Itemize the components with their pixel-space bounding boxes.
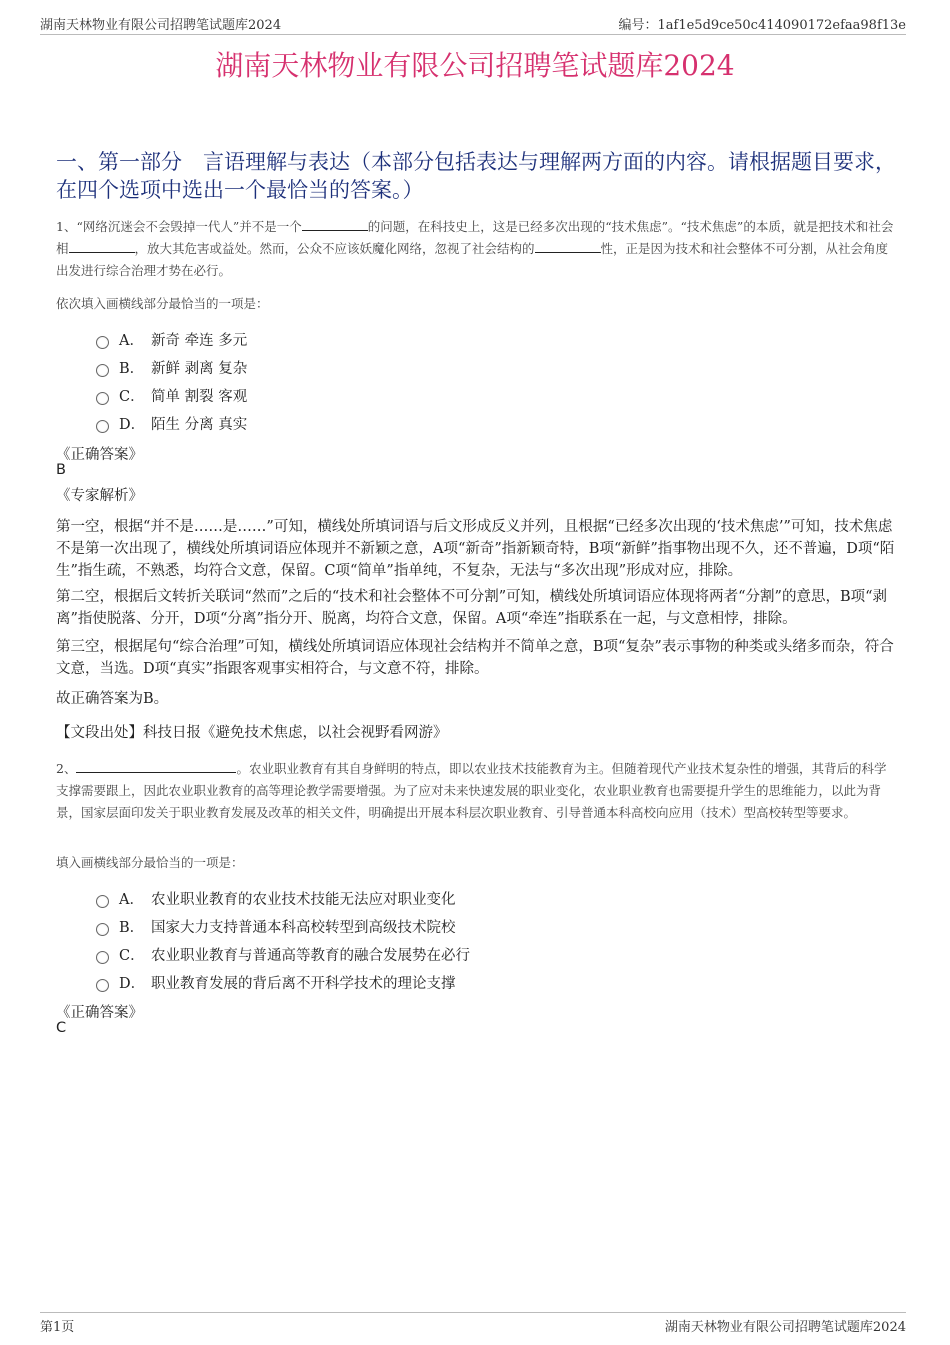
option-a[interactable]: A． 农业职业教育的农业技术技能无法应对职业变化 (96, 884, 696, 912)
document-title: 湖南天林物业有限公司招聘笔试题库2024 (215, 49, 735, 82)
footer-doc-name: 湖南天林物业有限公司招聘笔试题库2024 (664, 1320, 906, 1335)
question-2-stem: 2、 。农业职业教育有其自身鲜明的特点，即以农业技术技能教育为主。但随着现代产业技术复杂性的增强，其背后的科学支撑需要跟上，因此农业职业教育的高等理论教学需要增强。为了应对未来快速发展的职业变化，农业职业教育也需要提升学生的思维能力，以此为背景，国家层面印发关于职业教育发展及改革的相关文件，明确提出开展本科层次职业教育、引导普通本科高校向应用（技术）型高校转型等要求。 (56, 761, 887, 820)
answer-label: 《正确答案》 (56, 1005, 143, 1021)
radio-icon[interactable] (96, 392, 109, 405)
question-1-options (96, 325, 696, 437)
section-heading: 一、第一部分 言语理解与表达（本部分包括表达与理解两方面的内容。请根据题目要求，在四个选项中选出一个最恰当的答案。） (56, 150, 896, 202)
source-citation: 【文段出处】科技日报《避免技术焦虑，以社会视野看网游》 (56, 725, 448, 741)
option-c[interactable]: C． 简单 割裂 客观 (96, 381, 696, 409)
page-header (40, 14, 906, 35)
analysis-paragraph: 第二空，根据后文转折关联词“然而”之后的“技术和社会整体不可分割”可知，横线处所填词语应体现将两者“分割”的意思，B项“剥离”指使脱落、分开，D项“分离”指分开、脱离，均符合文意，保留。A项“牵连”指联系在一起，与文意相悖，排除。 (56, 589, 888, 627)
question-1-stem: 1、“网络沉迷会不会毁掉一代人”并不是一个 的问题，在科技史上，这是已经多次出现的“技术焦虑”。“技术焦虑”的本质，就是把技术和社会相 ，放大其危害或益处。然而，公众不应该妖魔化网络，忽视了社会结构的 性，正是因为技术和社会整体不可分割，从社会角度出发进行综合治理才势在必行。 (56, 219, 894, 278)
answer-value: C (56, 1020, 67, 1036)
option-c[interactable]: C． 农业职业教育与普通高等教育的融合发展势在必行 (96, 940, 696, 968)
option-a[interactable]: A． 新奇 牵连 多元 (96, 325, 696, 353)
radio-icon[interactable] (96, 364, 109, 377)
analysis-label: 《专家解析》 (56, 488, 143, 504)
answer-blank (76, 759, 236, 773)
header-doc-id: 编号：1af1e5d9ce50c414090172efaa98f13e (618, 18, 906, 33)
question-2-prompt: 填入画横线部分最恰当的一项是： (56, 855, 244, 870)
option-b[interactable]: B． 新鲜 剥离 复杂 (96, 353, 696, 381)
analysis-paragraph: 第三空，根据尾句“综合治理”可知，横线处所填词语应体现社会结构并不简单之意，B项“复杂”表示事物的种类或头绪多而杂，符合文意，当选。D项“真实”指跟客观事实相符合，与文意不符，排除。 (56, 639, 894, 677)
answer-label: 《正确答案》 (56, 447, 143, 463)
page-number: 第1页 (40, 1320, 75, 1335)
radio-icon[interactable] (96, 923, 109, 936)
answer-blank (535, 239, 601, 253)
option-b[interactable]: B． 国家大力支持普通本科高校转型到高级技术院校 (96, 912, 696, 940)
radio-icon[interactable] (96, 420, 109, 433)
option-d[interactable]: D． 职业教育发展的背后离不开科学技术的理论支撑 (96, 968, 696, 996)
radio-icon[interactable] (96, 336, 109, 349)
header-doc-name: 湖南天林物业有限公司招聘笔试题库2024 (40, 18, 282, 33)
radio-icon[interactable] (96, 895, 109, 908)
question-2-options (96, 884, 696, 996)
option-d[interactable]: D． 陌生 分离 真实 (96, 409, 696, 437)
page-footer (40, 1312, 906, 1335)
radio-icon[interactable] (96, 951, 109, 964)
analysis-conclusion: 故正确答案为B。 (56, 691, 169, 707)
radio-icon[interactable] (96, 979, 109, 992)
answer-blank (69, 239, 135, 253)
answer-value: B (56, 462, 66, 478)
analysis-paragraph: 第一空，根据“并不是……是……”可知，横线处所填词语与后文形成反义并列，且根据“已经多次出现的‘技术焦虑’”可知，技术焦虑不是第一次出现了，横线处所填词语应体现并不新颖之意，A项“新奇”指新颖奇特，B项“新鲜”指事物出现不久，还不普遍，D项“陌生”指生疏，不熟悉，均符合文意，保留。C项“简单”指单纯，不复杂，无法与“多次出现”形成对应，排除。 (56, 519, 895, 579)
answer-blank (302, 217, 368, 231)
question-1-prompt: 依次填入画横线部分最恰当的一项是： (56, 296, 269, 311)
